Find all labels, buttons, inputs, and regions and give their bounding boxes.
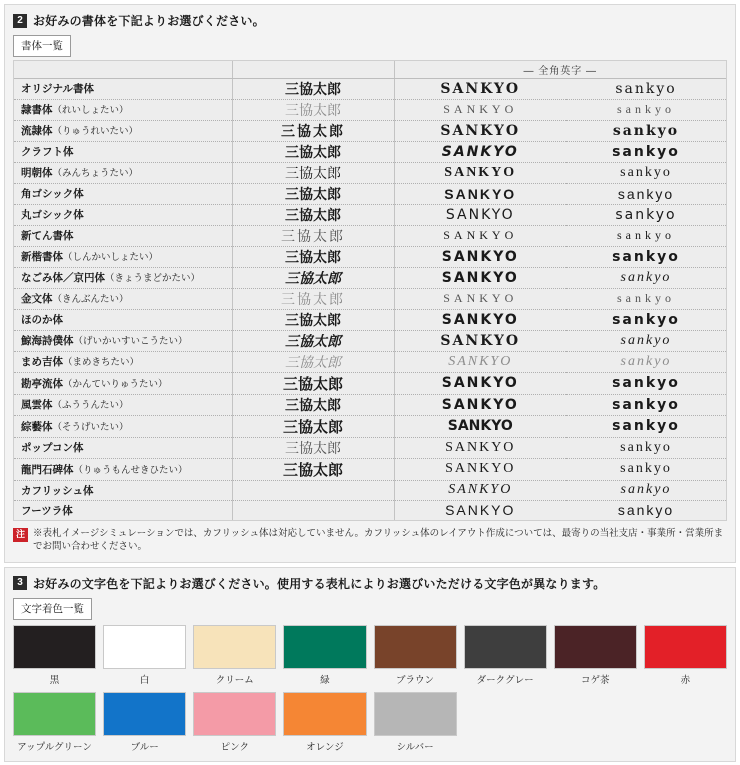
header-kanji-cell: [232, 61, 394, 78]
font-sample-lower: sankyo: [566, 372, 726, 394]
color-swatch[interactable]: [374, 625, 457, 686]
font-name: なごみ体／京円体: [21, 272, 105, 284]
font-sample-upper: SANKYO: [394, 437, 566, 458]
table-row: [14, 288, 726, 309]
font-name-cell: [14, 415, 232, 437]
font-sample-lower: sankyo: [566, 309, 726, 330]
font-sample-lower: sankyo: [566, 78, 726, 99]
table-row: [14, 204, 726, 225]
color-chip: [13, 692, 96, 736]
font-sample-kanji: 三協太郎: [232, 183, 394, 204]
font-reading: （まめきちたい）: [63, 357, 140, 368]
font-name-cell: [14, 394, 232, 415]
font-sample-upper: SANKYO: [394, 288, 566, 309]
font-sample-lower: sankyo: [617, 502, 675, 519]
color-chip: [193, 625, 276, 669]
font-sample-lower: sankyo: [566, 204, 726, 225]
color-swatch[interactable]: [193, 625, 276, 686]
font-sample-kanji: [232, 500, 394, 520]
note-badge: 注: [13, 528, 28, 542]
table-row: [14, 99, 726, 120]
color-chip: [374, 625, 457, 669]
grid-filler: [464, 692, 547, 753]
font-name: クラフト体: [21, 146, 74, 158]
color-label: ブルー: [130, 741, 159, 753]
font-reading: （しんかいしょたい）: [63, 252, 159, 263]
font-sample-kanji: 三協太郎: [232, 330, 394, 351]
font-sample-upper: SANKYO: [394, 415, 566, 437]
font-sample-upper: SANKYO: [394, 372, 566, 394]
font-sample-kanji: 三協太郎: [232, 458, 394, 480]
font-name-cell: [14, 288, 232, 309]
color-label: シルバー: [396, 741, 434, 753]
font-sample-lower: sankyo: [566, 162, 726, 183]
color-chip: [103, 625, 186, 669]
font-name: オリジナル書体: [21, 83, 94, 95]
color-chip: [283, 625, 366, 669]
font-sample-upper: SANKYO: [394, 162, 566, 183]
grid-filler: [554, 692, 637, 753]
table-row: [14, 500, 726, 520]
font-sample-lower: sankyo: [566, 141, 726, 162]
color-list-tab-label: 文字着色一覧: [13, 598, 92, 620]
font-sample-upper: SANKYO: [394, 351, 566, 372]
font-name-cell: [14, 141, 232, 162]
section-font-list: [4, 4, 736, 563]
font-sample-lower: sankyo: [566, 351, 726, 372]
table-row: [14, 246, 726, 267]
section2-title: お好みの書体を下記よりお選びください。: [33, 14, 265, 28]
color-swatch[interactable]: [13, 692, 96, 753]
color-swatch[interactable]: [13, 625, 96, 686]
font-name-cell: [14, 204, 232, 225]
font-reading: （そうげいたい）: [52, 421, 129, 433]
font-reading: （りゅうもんせきひたい）: [73, 464, 188, 476]
font-sample-kanji: 三協太郎: [232, 372, 394, 394]
font-name: 風雲体: [21, 399, 53, 411]
color-label: コゲ茶: [581, 674, 610, 686]
font-name: 綜藝体: [21, 420, 53, 433]
color-swatch[interactable]: [283, 692, 366, 753]
font-sample-lower: sankyo: [566, 415, 726, 437]
font-sample-kanji: 三協太郎: [232, 225, 394, 246]
section3-title: お好みの文字色を下記よりお選びください。使用する表札によりお選びいただける文字色が異なります。: [33, 576, 606, 591]
note-text: ※表札イメージシミュレーションでは、カフリッシュ体は対応していません。カフリッシュ体のレイアウト作成については、最寄りの当社支店・事業所・営業所までお問い合わせください。: [33, 528, 724, 552]
color-label: 黒: [49, 674, 60, 686]
font-sample-kanji: 三協太郎: [232, 162, 394, 183]
font-name: 勘亭流体: [21, 377, 63, 390]
color-swatch[interactable]: [464, 625, 547, 686]
page-root: [0, 4, 740, 765]
color-swatch-grid: [13, 625, 727, 753]
color-swatch[interactable]: [103, 625, 186, 686]
section2-header: [13, 12, 727, 29]
font-name-cell: [14, 500, 232, 520]
color-label: ダークグレー: [476, 674, 534, 686]
font-name: 金文体: [21, 293, 53, 305]
font-name-cell: [14, 330, 232, 351]
font-sample-upper: SANKYO: [394, 394, 566, 415]
table-row: [14, 120, 726, 141]
font-name: 隷書体: [21, 104, 53, 116]
font-reading: （れいしょたい）: [52, 105, 129, 116]
section3-header: [13, 575, 727, 592]
font-sample-upper: SANKYO: [394, 204, 566, 225]
color-chip: [13, 625, 96, 669]
color-label: 赤: [680, 674, 691, 686]
font-sample-kanji: 三協太郎: [232, 288, 394, 309]
font-name: ポップコン体: [21, 442, 84, 454]
font-sample-upper: SANKYO: [394, 267, 566, 288]
font-sample-lower: sankyo: [566, 458, 726, 480]
font-sample-lower: sankyo: [566, 437, 726, 458]
font-name: 明朝体: [21, 167, 53, 179]
font-name-cell: [14, 309, 232, 330]
table-row: [14, 415, 726, 437]
color-label: 緑: [320, 674, 330, 686]
font-list-header-row: [14, 61, 726, 78]
table-row: [14, 225, 726, 246]
color-swatch[interactable]: [193, 692, 276, 753]
font-list-note: [13, 528, 727, 554]
font-name: ほのか体: [21, 314, 63, 326]
color-swatch[interactable]: [554, 625, 637, 686]
color-chip: [644, 625, 727, 669]
font-name: 角ゴシック体: [21, 188, 84, 200]
color-chip: [193, 692, 276, 736]
font-sample-upper: SANKYO: [394, 480, 566, 500]
font-name: 新てん書体: [21, 230, 74, 242]
font-name-cell: [14, 246, 232, 267]
color-chip: [464, 625, 547, 669]
font-sample-lower: sankyo: [566, 480, 726, 500]
font-sample-lower: sankyo: [566, 183, 726, 204]
font-sample-upper: SANKYO: [394, 225, 566, 246]
font-name-cell: [14, 162, 232, 183]
table-row: [14, 78, 726, 99]
font-sample-upper: SANKYO: [394, 246, 566, 267]
font-reading: （かんていりゅうたい）: [63, 378, 168, 390]
table-row: [14, 351, 726, 372]
font-sample-lower: sankyo: [566, 225, 726, 246]
color-swatch[interactable]: [283, 625, 366, 686]
color-swatch[interactable]: [374, 692, 457, 753]
font-sample-kanji: 三協太郎: [232, 120, 394, 141]
table-row: [14, 480, 726, 500]
font-reading: （げいかいすいこうたい）: [73, 336, 188, 347]
color-chip: [103, 692, 186, 736]
font-sample-upper: SANKYO: [445, 502, 516, 519]
font-name-cell: [14, 183, 232, 204]
font-sample-kanji: 三協太郎: [232, 415, 394, 437]
font-sample-upper: SANKYO: [394, 330, 566, 351]
color-swatch[interactable]: [644, 625, 727, 686]
section-color-list: [4, 567, 736, 762]
font-sample-lower: sankyo: [566, 330, 726, 351]
header-english-label: — 全角英字 —: [394, 61, 726, 78]
table-row: [14, 141, 726, 162]
font-sample-kanji: 三協太郎: [232, 309, 394, 330]
table-row: [14, 330, 726, 351]
color-chip: [283, 692, 366, 736]
table-row: [14, 372, 726, 394]
font-name: まめ吉体: [21, 356, 63, 368]
font-sample-kanji: [232, 480, 394, 500]
table-row: [14, 458, 726, 480]
font-name-cell: [14, 99, 232, 120]
font-name: 流隷体: [21, 125, 53, 137]
section3-number: 3: [13, 576, 27, 590]
font-sample-upper: SANKYO: [394, 120, 566, 141]
font-name-cell: [14, 437, 232, 458]
font-name: 丸ゴシック体: [21, 209, 84, 221]
font-sample-upper: SANKYO: [394, 141, 566, 162]
font-reading: （りゅうれいたい）: [52, 126, 139, 137]
font-name-cell: [14, 225, 232, 246]
table-row: [14, 267, 726, 288]
font-name-cell: [14, 120, 232, 141]
color-chip: [554, 625, 637, 669]
font-name-cell: [14, 372, 232, 394]
font-list-table-wrap: [13, 60, 727, 521]
color-swatch[interactable]: [103, 692, 186, 753]
font-reading: （ふううんたい）: [52, 400, 129, 411]
color-label: アップルグリーン: [17, 741, 92, 753]
color-label: 白: [139, 674, 150, 686]
section2-number: 2: [13, 14, 27, 28]
font-sample-kanji: 三協太郎: [232, 267, 394, 288]
table-row: [14, 394, 726, 415]
font-list-tab-label: 書体一覧: [13, 35, 71, 57]
font-sample-lower: sankyo: [566, 246, 726, 267]
font-name-cell: [14, 458, 232, 480]
font-list-table: [14, 61, 726, 520]
header-blank-cell: [14, 61, 232, 78]
font-sample-lower: sankyo: [566, 99, 726, 120]
color-label: オレンジ: [306, 741, 344, 753]
font-name: フーツラ体: [21, 504, 73, 517]
font-reading: （きんぶんたい）: [52, 294, 129, 305]
table-row: [14, 162, 726, 183]
table-row: [14, 309, 726, 330]
font-name: カフリッシュ体: [21, 484, 94, 497]
font-sample-kanji: 三協太郎: [232, 99, 394, 120]
font-sample-lower: sankyo: [566, 120, 726, 141]
table-row: [14, 437, 726, 458]
font-sample-lower: sankyo: [566, 288, 726, 309]
color-label: ブラウン: [396, 674, 435, 686]
font-name-cell: [14, 267, 232, 288]
font-sample-kanji: 三協太郎: [232, 141, 394, 162]
color-label: ピンク: [220, 741, 249, 753]
font-reading: （きょうまどかたい）: [105, 273, 201, 284]
font-sample-kanji: 三協太郎: [232, 351, 394, 372]
font-sample-upper: SANKYO: [394, 99, 566, 120]
font-name: 新楷書体: [21, 251, 63, 263]
font-sample-upper: SANKYO: [394, 78, 566, 99]
font-sample-upper: SANKYO: [394, 183, 566, 204]
font-sample-kanji: 三協太郎: [232, 78, 394, 99]
font-reading: （みんちょうたい）: [52, 168, 139, 179]
font-sample-upper: SANKYO: [394, 458, 566, 480]
font-name-cell: [14, 480, 232, 500]
font-name: 龍門石碑体: [21, 463, 74, 476]
font-sample-kanji: 三協太郎: [232, 437, 394, 458]
font-name-cell: [14, 351, 232, 372]
font-sample-kanji: 三協太郎: [232, 394, 394, 415]
font-name-cell: [14, 78, 232, 99]
color-chip: [374, 692, 457, 736]
font-sample-lower: sankyo: [566, 394, 726, 415]
font-name: 鯨海詩僕体: [21, 335, 74, 347]
grid-filler: [644, 692, 727, 753]
font-sample-upper: SANKYO: [394, 309, 566, 330]
color-label: クリーム: [215, 674, 254, 686]
font-sample-kanji: 三協太郎: [232, 204, 394, 225]
font-sample-lower: sankyo: [566, 267, 726, 288]
font-sample-kanji: 三協太郎: [232, 246, 394, 267]
table-row: [14, 183, 726, 204]
